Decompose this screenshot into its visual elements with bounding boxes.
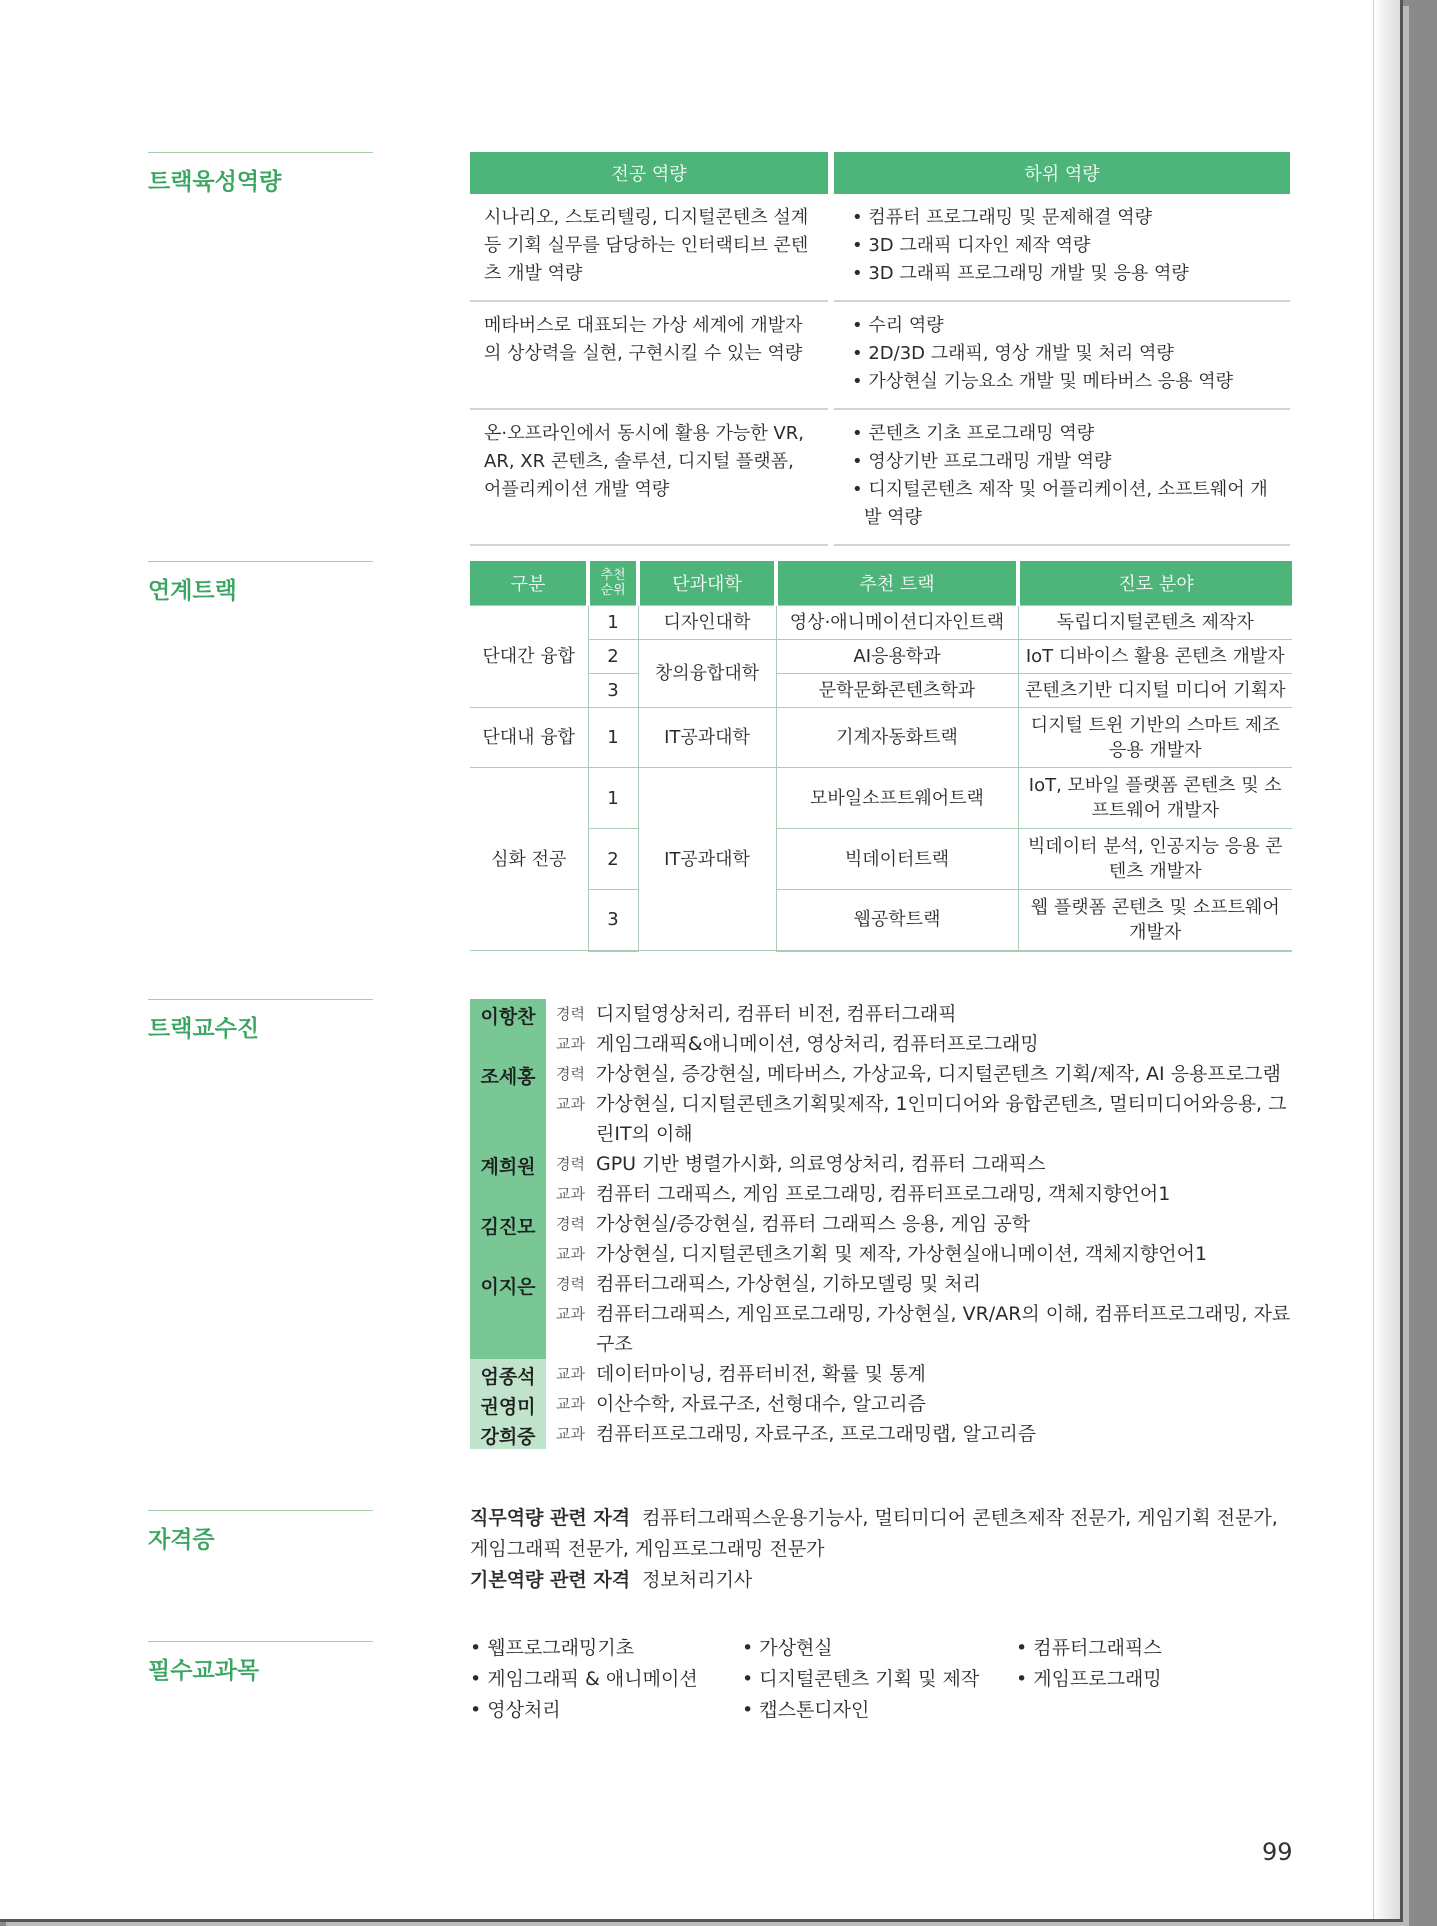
college-cell: IT공과대학	[638, 708, 776, 768]
list-item: • 가상현실 기능요소 개발 및 메타버스 응용 역량	[848, 368, 1276, 396]
career-text: GPU 기반 병렬가시화, 의료영상처리, 컴퓨터 그래픽스	[596, 1153, 1046, 1175]
table-row	[470, 640, 1292, 674]
professor-name: 조세홍	[470, 1059, 546, 1149]
table-row	[470, 708, 1292, 768]
career-cell: 디지털 트윈 기반의 스마트 제조 응용 개발자	[1018, 708, 1292, 768]
career-tag: 경력	[556, 1275, 585, 1293]
college-cell: 창의융합대학	[638, 640, 776, 708]
professor-name: 엄종석	[470, 1359, 546, 1389]
career-cell: 콘텐츠기반 디지털 미디어 기획자	[1018, 674, 1292, 708]
list-item: • 콘텐츠 기초 프로그래밍 역량	[848, 420, 1276, 448]
career-tag: 경력	[556, 1155, 585, 1173]
table-row	[470, 674, 1292, 708]
professor-name: 강희중	[470, 1419, 546, 1449]
professor-name: 이지은	[470, 1269, 546, 1359]
track-cell: AI응용학과	[776, 640, 1018, 674]
rank-cell: 3	[588, 674, 638, 708]
career-cell: 독립디지털콘텐츠 제작자	[1018, 606, 1292, 640]
list-item	[470, 1059, 1300, 1149]
list-item: • 게임프로그래밍	[1016, 1665, 1288, 1694]
table-row	[470, 768, 1292, 829]
list-item	[470, 1419, 1300, 1449]
course-text: 컴퓨터그래픽스, 게임프로그래밍, 가상현실, VR/AR의 이해, 컴퓨터프로그래밍, 자료구조	[596, 1303, 1291, 1355]
header-college: 단과대학	[638, 561, 776, 606]
header-career: 진로 분야	[1018, 561, 1292, 606]
course-tag: 교과	[556, 1095, 585, 1113]
college-cell: 디자인대학	[638, 606, 776, 640]
list-item: • 디지털콘텐츠 기획 및 제작	[742, 1665, 1016, 1694]
track-cell: 기계자동화트랙	[776, 708, 1018, 768]
course-text: 데이터마이닝, 컴퓨터비전, 확률 및 통계	[596, 1363, 926, 1385]
professor-name: 계희원	[470, 1149, 546, 1209]
group-cell: 단대내 융합	[470, 708, 588, 768]
certification-block	[470, 1503, 1300, 1596]
major-competency-cell: 메타버스로 대표되는 가상 세계에 개발자의 상상력을 실현, 구현시킬 수 있는 역량	[470, 301, 828, 409]
professor-name: 권영미	[470, 1389, 546, 1419]
header-category: 구분	[470, 561, 588, 606]
career-cell: IoT 디바이스 활용 콘텐츠 개발자	[1018, 640, 1292, 674]
table-row	[470, 606, 1292, 640]
course-text: 가상현실, 디지털콘텐츠기획 및 제작, 가상현실애니메이션, 객체지향언어1	[596, 1243, 1208, 1265]
list-item	[470, 1269, 1300, 1359]
track-cell: 문학문화콘텐츠학과	[776, 674, 1018, 708]
college-cell: IT공과대학	[638, 768, 776, 951]
group-cell: 심화 전공	[470, 768, 588, 951]
rank-cell: 1	[588, 708, 638, 768]
section-title-certification: 자격증	[148, 1510, 373, 1554]
course-text: 가상현실, 디지털콘텐츠기획및제작, 1인미디어와 융합콘텐츠, 멀티미디어와응용, 그린IT의 이해	[596, 1093, 1287, 1145]
section-title-professors: 트랙교수진	[148, 999, 373, 1043]
course-text: 게임그래픽&애니메이션, 영상처리, 컴퓨터프로그래밍	[596, 1033, 1039, 1055]
course-tag: 교과	[556, 1395, 585, 1413]
course-tag: 교과	[556, 1245, 585, 1263]
career-cell: 웹 플랫폼 콘텐츠 및 소프트웨어 개발자	[1018, 890, 1292, 951]
list-item: • 영상처리	[470, 1696, 742, 1725]
course-text: 컴퓨터 그래픽스, 게임 프로그래밍, 컴퓨터프로그래밍, 객체지향언어1	[596, 1183, 1171, 1205]
table-row	[470, 409, 1290, 545]
course-tag: 교과	[556, 1365, 585, 1383]
course-text: 컴퓨터프로그래밍, 자료구조, 프로그래밍랩, 알고리즘	[596, 1423, 1037, 1445]
list-item	[470, 1149, 1300, 1209]
major-competency-cell: 시나리오, 스토리텔링, 디지털콘텐츠 설계 등 기획 실무를 담당하는 인터랙티브 콘텐츠 개발 역량	[470, 194, 828, 301]
career-cell: IoT, 모바일 플랫폼 콘텐츠 및 소프트웨어 개발자	[1018, 768, 1292, 829]
table-row	[470, 194, 1290, 301]
professor-name: 김진모	[470, 1209, 546, 1269]
rank-cell: 1	[588, 606, 638, 640]
rank-cell: 2	[588, 640, 638, 674]
list-item: • 웹프로그래밍기초	[470, 1634, 742, 1663]
section-title-linked: 연계트랙	[148, 561, 373, 605]
list-item	[470, 1389, 1300, 1419]
group-cell: 단대간 융합	[470, 606, 588, 708]
list-item: • 디지털콘텐츠 제작 및 어플리케이션, 소프트웨어 개발 역량	[848, 476, 1276, 532]
list-item	[470, 1359, 1300, 1389]
career-cell: 빅데이터 분석, 인공지능 응용 콘텐츠 개발자	[1018, 829, 1292, 890]
course-tag: 교과	[556, 1305, 585, 1323]
table-row	[470, 301, 1290, 409]
job-cert-label: 직무역량 관련 자격	[470, 1507, 631, 1529]
list-item: • 2D/3D 그래픽, 영상 개발 및 처리 역량	[848, 340, 1276, 368]
list-item: • 3D 그래픽 프로그래밍 개발 및 응용 역량	[848, 260, 1276, 288]
header-sub-competency: 하위 역량	[834, 152, 1290, 194]
career-tag: 경력	[556, 1005, 585, 1023]
track-cell: 빅데이터트랙	[776, 829, 1018, 890]
rank-cell: 1	[588, 768, 638, 829]
track-cell: 웹공학트랙	[776, 890, 1018, 951]
course-text: 이산수학, 자료구조, 선형대수, 알고리즘	[596, 1393, 926, 1415]
required-courses	[470, 1634, 1300, 1725]
page-number: 99	[1262, 1838, 1293, 1866]
header-major-competency: 전공 역량	[470, 152, 828, 194]
header-track: 추천 트랙	[776, 561, 1018, 606]
sub-competency-cell	[834, 301, 1290, 409]
track-cell: 모바일소프트웨어트랙	[776, 768, 1018, 829]
rank-cell: 2	[588, 829, 638, 890]
basic-cert-label: 기본역량 관련 자격	[470, 1569, 631, 1591]
table-row	[470, 890, 1292, 951]
list-item: • 컴퓨터 프로그래밍 및 문제해결 역량	[848, 204, 1276, 232]
list-item: • 가상현실	[742, 1634, 1016, 1663]
career-tag: 경력	[556, 1215, 585, 1233]
list-item: • 게임그래픽 & 애니메이션	[470, 1665, 742, 1694]
section-title-competency: 트랙육성역량	[148, 152, 373, 196]
career-text: 가상현실/증강현실, 컴퓨터 그래픽스 응용, 게임 공학	[596, 1213, 1031, 1235]
header-rank: 추천 순위	[588, 561, 638, 606]
list-item: • 영상기반 프로그래밍 개발 역량	[848, 448, 1276, 476]
table-row	[470, 829, 1292, 890]
course-tag: 교과	[556, 1425, 585, 1443]
career-text: 디지털영상처리, 컴퓨터 비전, 컴퓨터그래픽	[596, 1003, 957, 1025]
list-item: • 3D 그래픽 디자인 제작 역량	[848, 232, 1276, 260]
track-cell: 영상·애니메이션디자인트랙	[776, 606, 1018, 640]
course-tag: 교과	[556, 1185, 585, 1203]
job-cert-value: 컴퓨터그래픽스운용기능사, 멀티미디어 콘텐츠제작 전문가, 게임기획 전문가, 게임그래픽 전문가, 게임프로그래밍 전문가	[470, 1507, 1278, 1560]
professor-list	[470, 999, 1300, 1449]
list-item: • 수리 역량	[848, 312, 1276, 340]
list-item: • 컴퓨터그래픽스	[1016, 1634, 1288, 1663]
competency-table	[470, 152, 1290, 546]
list-item	[470, 999, 1300, 1059]
career-tag: 경력	[556, 1065, 585, 1083]
major-competency-cell: 온·오프라인에서 동시에 활용 가능한 VR, AR, XR 콘텐츠, 솔루션, 디지털 플랫폼, 어플리케이션 개발 역량	[470, 409, 828, 545]
basic-cert-value: 정보처리기사	[642, 1569, 753, 1591]
course-tag: 교과	[556, 1035, 585, 1053]
sub-competency-cell	[834, 194, 1290, 301]
linked-track-table	[470, 561, 1292, 952]
list-item	[470, 1209, 1300, 1269]
section-title-required: 필수교과목	[148, 1641, 373, 1685]
career-text: 컴퓨터그래픽스, 가상현실, 기하모델링 및 처리	[596, 1273, 981, 1295]
rank-cell: 3	[588, 890, 638, 951]
list-item: • 캡스톤디자인	[742, 1696, 1016, 1725]
page-edge	[1373, 0, 1400, 1919]
career-text: 가상현실, 증강현실, 메타버스, 가상교육, 디지털콘텐츠 기획/제작, AI 응용프로그램	[596, 1063, 1281, 1085]
sub-competency-cell	[834, 409, 1290, 545]
professor-name: 이항찬	[470, 999, 546, 1059]
